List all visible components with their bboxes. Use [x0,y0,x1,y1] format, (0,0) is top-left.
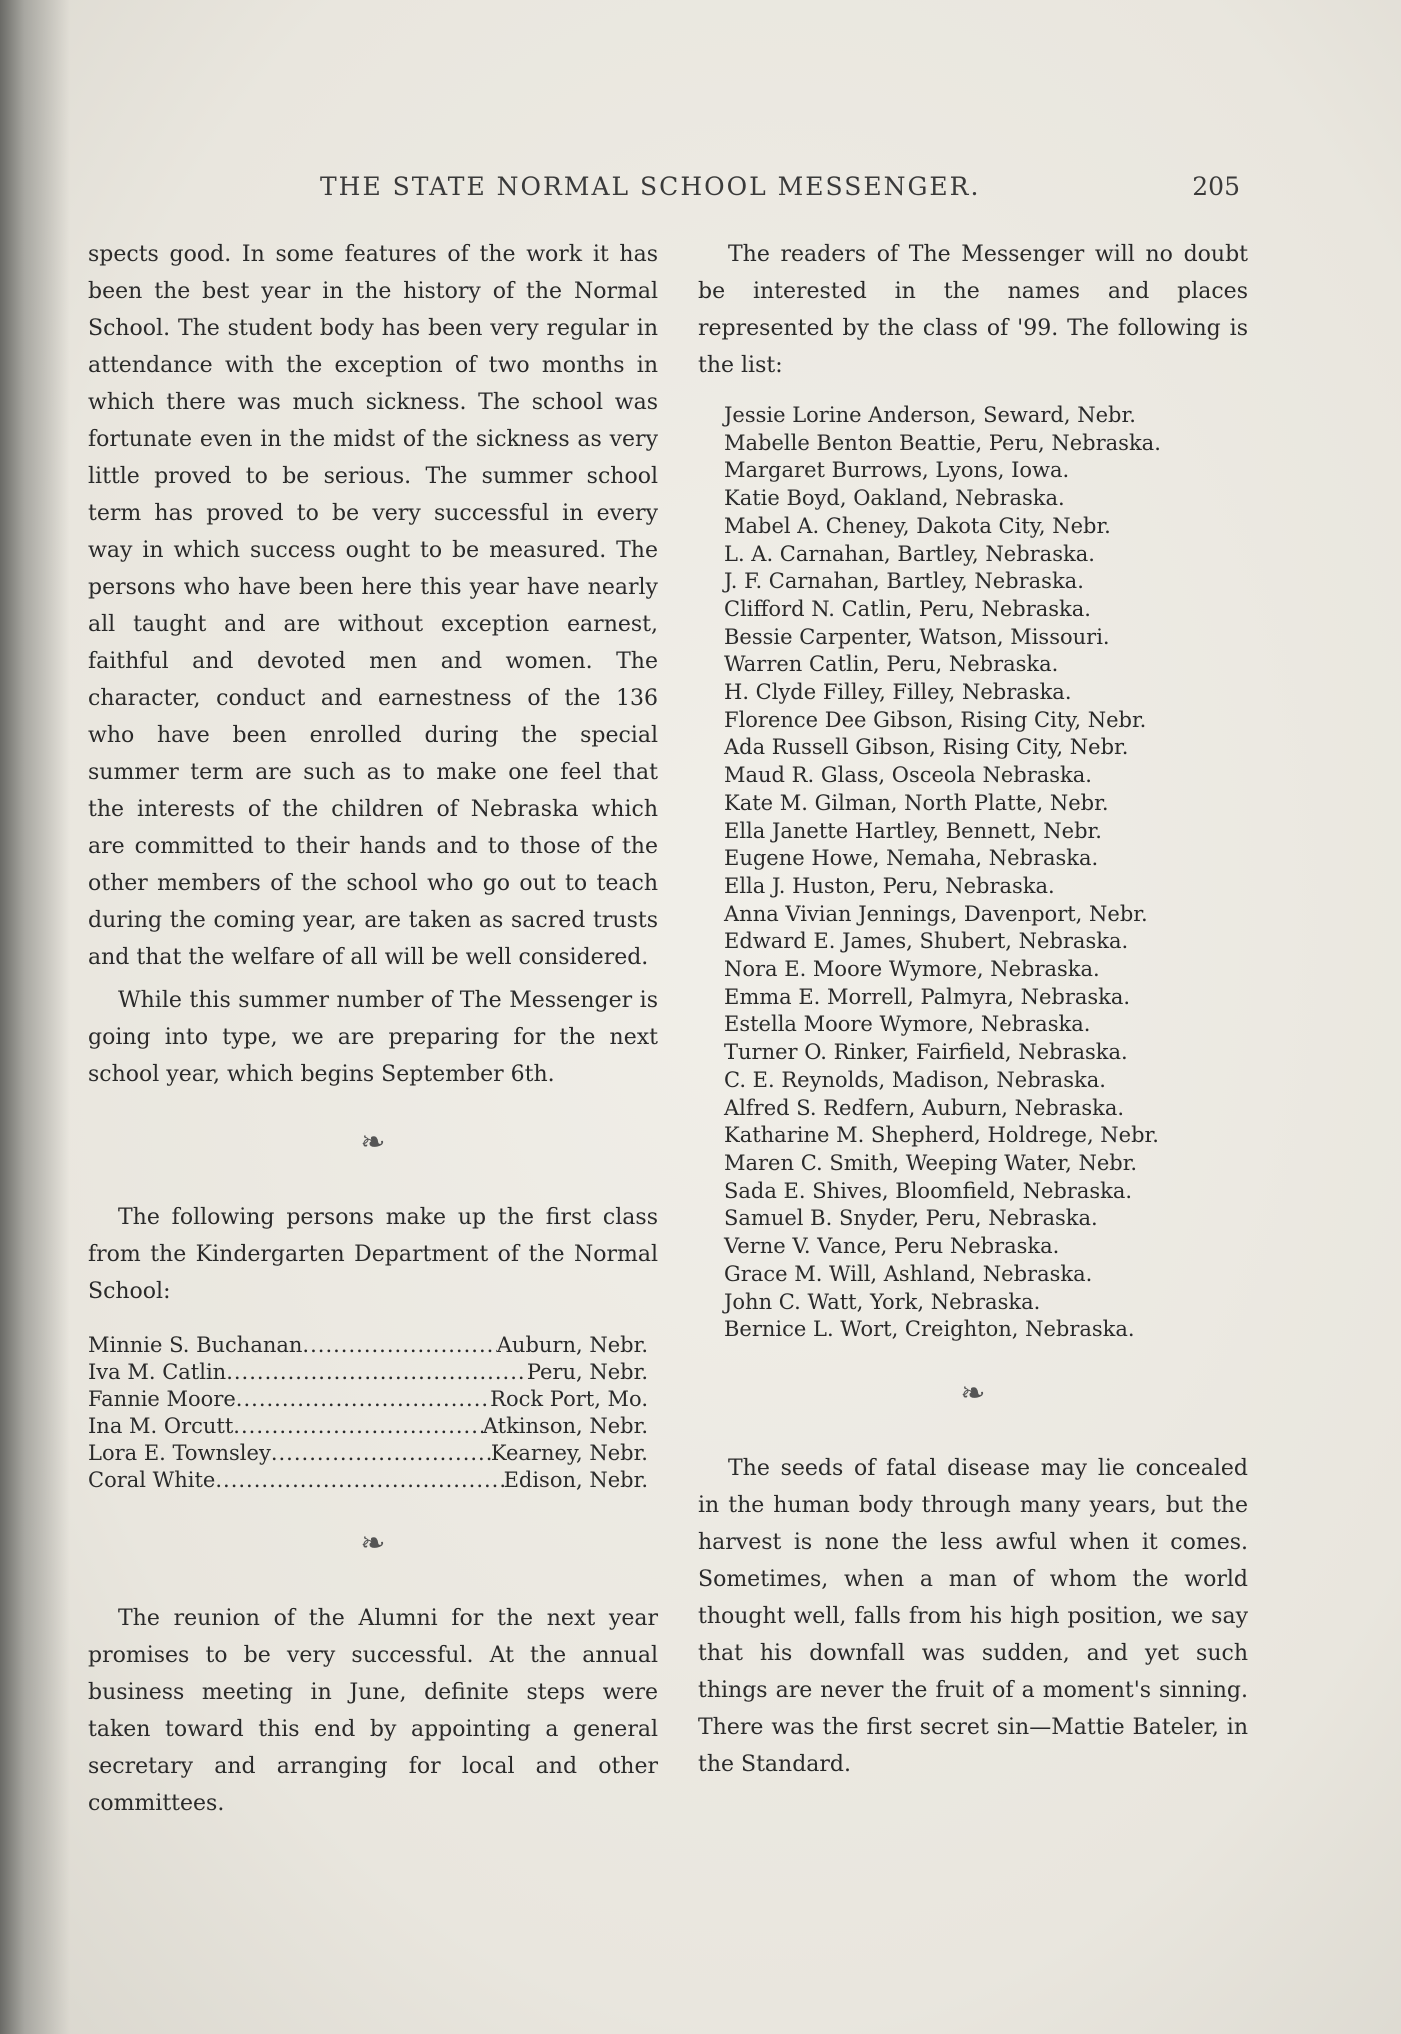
list-item: Verne V. Vance, Peru Nebraska. [724,1234,1060,1259]
list-item [88,1332,648,1359]
list-item: Samuel B. Snyder, Peru, Nebraska. [724,1206,1098,1231]
left-paragraph-3: The following persons make up the first class from the Kindergarten Department of the Normal School: [88,1205,658,1304]
graduate-place: Rock Port, Mo. [490,1387,648,1411]
leader-dots [226,1359,527,1386]
list-item: Mabel A. Cheney, Dakota City, Nebr. [724,513,1111,538]
list-item [88,1440,648,1467]
left-paragraph-4: The reunion of the Alumni for the next year promises to be very successful. At the annual business meeting in June, definite steps were taken toward this end by appointing a general secretary and arranging for local and other committees. [88,1606,658,1816]
graduate-name: Lora E. Townsley [88,1441,271,1465]
list-item: Bessie Carpenter, Watson, Missouri. [724,624,1110,649]
running-title: THE STATE NORMAL SCHOOL MESSENGER. [320,172,981,201]
list-item: Eugene Howe, Nemaha, Nebraska. [724,846,1099,871]
leader-dots [233,1413,483,1440]
list-item [88,1467,648,1494]
page-header [90,172,1240,212]
list-item [88,1413,648,1440]
graduate-name: Minnie S. Buchanan [88,1333,303,1357]
list-item: Clifford N. Catlin, Peru, Nebraska. [724,596,1091,621]
list-item: Turner O. Rinker, Fairfield, Nebraska. [724,1040,1128,1065]
list-item: Emma E. Morrell, Palmyra, Nebraska. [724,984,1131,1009]
graduate-place: Kearney, Nebr. [490,1441,648,1465]
ornament-icon: ❧ [960,1375,986,1411]
list-item: J. F. Carnahan, Bartley, Nebraska. [724,569,1084,594]
graduate-name: Ina M. Orcutt [88,1414,234,1438]
list-item: Alfred S. Redfern, Auburn, Nebraska. [724,1095,1125,1120]
list-item: Grace M. Will, Ashland, Nebraska. [724,1261,1093,1286]
page-binding-shadow [0,0,70,2034]
list-item: Jessie Lorine Anderson, Seward, Nebr. [724,403,1136,427]
list-item: Edward E. James, Shubert, Nebraska. [724,929,1129,954]
page-number: 205 [1192,172,1240,201]
list-item: John C. Watt, York, Nebraska. [724,1289,1041,1314]
list-item: Ada Russell Gibson, Rising City, Nebr. [724,735,1129,760]
graduate-place: Peru, Nebr. [526,1360,648,1384]
list-item: H. Clyde Filley, Filley, Nebraska. [724,680,1072,705]
list-item: Anna Vivian Jennings, Davenport, Nebr. [724,901,1148,926]
list-item: L. A. Carnahan, Bartley, Nebraska. [724,541,1095,566]
list-item: Warren Catlin, Peru, Nebraska. [724,652,1059,677]
right-column [698,236,1248,1783]
graduate-name: Iva M. Catlin [88,1360,227,1384]
list-item [88,1359,648,1386]
list-item: Bernice L. Wort, Creighton, Nebraska. [724,1317,1135,1342]
ornament-icon: ❧ [360,1125,386,1160]
graduate-name: Coral White [88,1468,216,1492]
list-item [88,1386,648,1413]
list-item: Margaret Burrows, Lyons, Iowa. [724,458,1070,483]
leader-dots [215,1467,503,1494]
leader-dots [236,1386,490,1413]
right-paragraph-2: The seeds of fatal disease may lie concealed in the human body through many years, but the harvest is none the less awful when it comes. Sometimes, when a man of whom the world thought well, falls from his high position, we say that his downfall was sudden, and yet such things are never the fruit of a moment's sinning. There was the first secret sin—Mattie Bateler, in the Standard. [698,1455,1248,1777]
leader-dots [302,1332,496,1359]
left-column [88,236,658,1822]
left-paragraph-2: While this summer number of The Messenger is going into type, we are preparing for the next school year, which begins September 6th. [88,988,658,1087]
list-item: Ella Janette Hartley, Bennett, Nebr. [724,818,1102,843]
list-item: Maud R. Glass, Osceola Nebraska. [724,763,1092,788]
list-item: Kate M. Gilman, North Platte, Nebr. [724,790,1109,815]
list-item: Katie Boyd, Oakland, Nebraska. [724,486,1065,511]
graduate-name: Fannie Moore [88,1387,236,1411]
class-of-99-list [724,402,1248,1344]
list-item: Maren C. Smith, Weeping Water, Nebr. [724,1150,1138,1175]
list-item: Florence Dee Gibson, Rising City, Nebr. [724,707,1147,732]
list-item: Nora E. Moore Wymore, Nebraska. [724,957,1100,982]
list-item: C. E. Reynolds, Madison, Nebraska. [724,1067,1106,1092]
list-item: Estella Moore Wymore, Nebraska. [724,1012,1091,1037]
leader-dots [271,1440,491,1467]
list-item: Sada E. Shives, Bloomfield, Nebraska. [724,1178,1133,1203]
graduate-place: Edison, Nebr. [503,1468,648,1492]
list-item: Katharine M. Shepherd, Holdrege, Nebr. [724,1123,1159,1148]
list-item: Ella J. Huston, Peru, Nebraska. [724,873,1055,898]
ornament-icon: ❧ [360,1526,386,1561]
right-paragraph-1: The readers of The Messenger will no doubt be interested in the names and places represented by the class of '99. The following is the list: [698,242,1248,378]
kindergarten-list [88,1332,658,1494]
graduate-place: Atkinson, Nebr. [482,1414,648,1438]
left-paragraph-1: spects good. In some features of the work it has been the best year in the history of the Normal School. The student body has been very regular in attendance with the exception of two months in which there was much sickness. The school was fortunate even in the midst of the sickness as very little proved to be serious. The summer school term has proved to be very successful in every way in which success ought to be measured. The persons who have been here this year have nearly all taught and are without exception earnest, faithful and devoted men and women. The character, conduct and earnestness of the 136 who have been enrolled during the special summer term are such as to make one feel that the interests of the children of Nebraska which are committed to their hands and to those of the other members of the school who go out to teach during the coming year, are taken as sacred trusts and that the welfare of all will be well considered. [88,242,658,970]
list-item: Mabelle Benton Beattie, Peru, Nebraska. [724,430,1161,455]
graduate-place: Auburn, Nebr. [496,1333,648,1357]
